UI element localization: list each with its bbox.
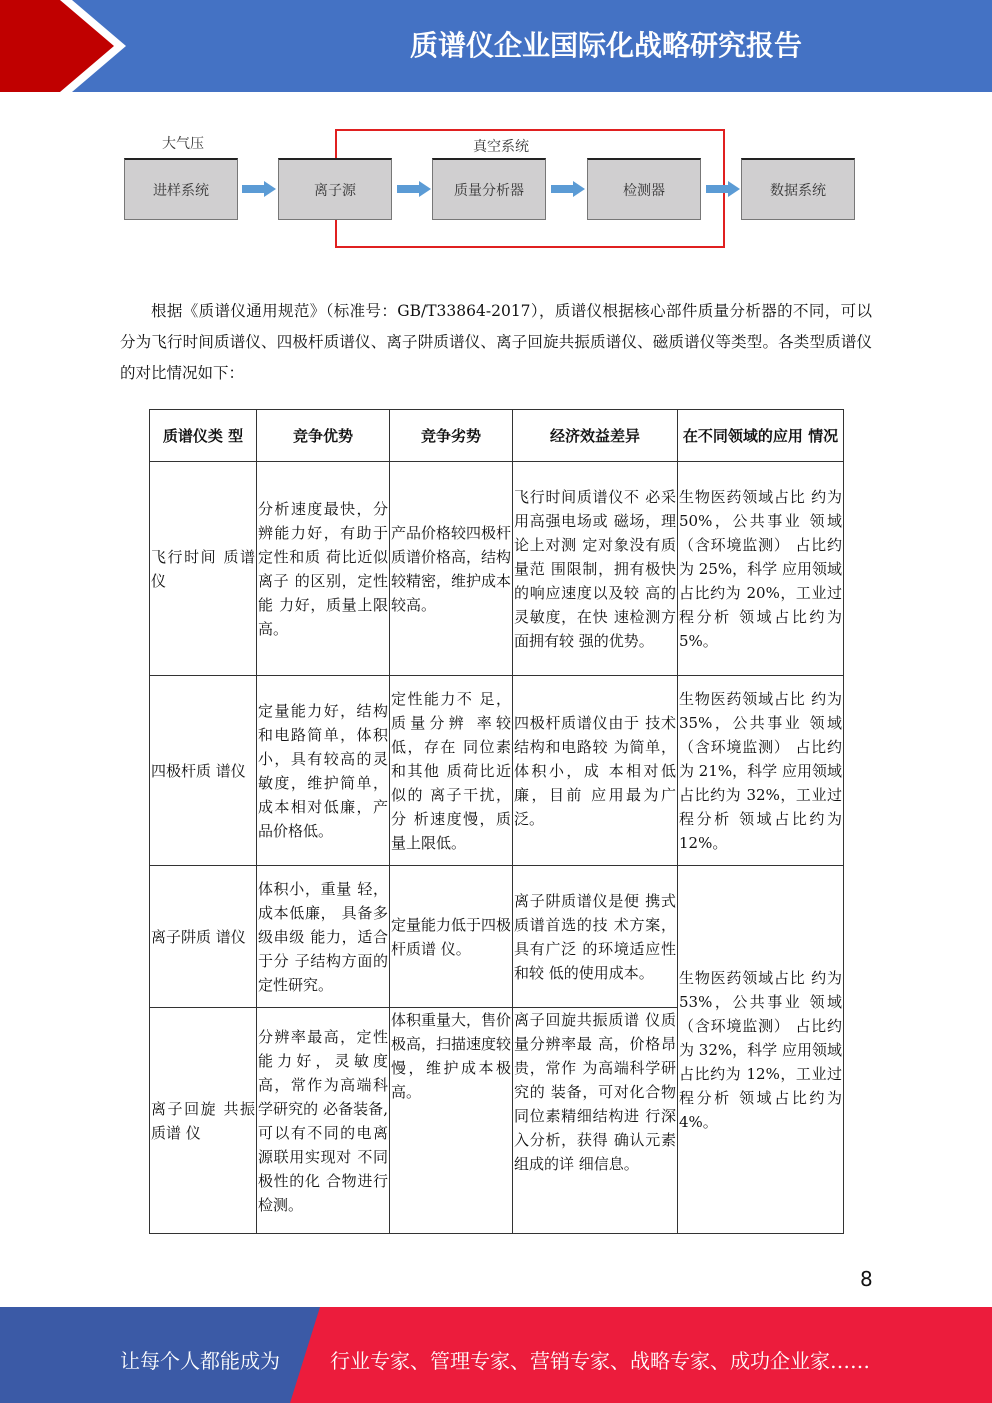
table-row	[150, 866, 844, 1008]
arrow-icon	[551, 181, 585, 197]
cell-advantage: 分辨率最高，定性能力好，灵敏度高，常作为高端科学研究的 必备装备,可以有不同的电离 源联用实现对 不同极性的化 合物进行检测。	[257, 1008, 390, 1234]
cell-advantage: 分析速度最快，分辨能力好，有助于定性和质 荷比近似离子 的区别，定性能 力好，质量上限 高。	[257, 462, 390, 676]
cell-advantage: 定量能力好，结构和电路简单，体积小，具有较高的灵敏度，维护简单，成本相对低廉，产品价格低。	[257, 676, 390, 866]
cell-disadvantage: 产品价格较四极杆质谱价格高，结构较精密，维护成本较高。	[390, 462, 513, 676]
diagram-box: 检测器	[587, 158, 701, 220]
cell-disadvantage: 定性能力不 足，质量分辨 率较低，存在 同位素和其他 质荷比近似的 离子干扰，分 析速度慢，质 量上限低。	[390, 676, 513, 866]
cell-application: 生物医药领域占比 约为 50%，公共事业 领域（含环境监测） 占比约为 25%，科学 应用领域占比约为 20%，工业过程分析 领域占比约为 5%。	[678, 462, 844, 676]
cell-application: 生物医药领域占比 约为 53%，公共事业 领域（含环境监测） 占比约为 32%，科学 应用领域占比约为 12%，工业过程分析 领域占比约为 4%。	[678, 866, 844, 1234]
cell-economic: 离子阱质谱仪是便 携式质谱首选的技 术方案，具有广泛 的环境适应性和较 低的使用成本。	[513, 866, 678, 1008]
footer-slogan-right: 行业专家、管理专家、营销专家、战略专家、成功企业家……	[330, 1349, 870, 1373]
comparison-table	[149, 409, 844, 1234]
diagram-box: 进样系统	[124, 158, 238, 220]
arrow-icon	[242, 181, 276, 197]
cell-economic: 离子回旋共振质谱 仪质量分辨率最 高，价格昂贵，常作 为高端科学研究的 装备，可对化合物同位素精细结构进 行深入分析，获得 确认元素组成的详 细信息。	[513, 1008, 678, 1234]
cell-type: 飞行时间 质谱仪	[150, 462, 257, 676]
cell-type: 四极杆质 谱仪	[150, 676, 257, 866]
cell-disadvantage: 体积重量大，售价极高，扫描速度较慢，维护成本极 高。	[390, 1008, 513, 1234]
page-number: 8	[860, 1267, 873, 1291]
chevron-decoration	[0, 0, 140, 92]
report-title: 质谱仪企业国际化战略研究报告	[409, 29, 802, 62]
cell-disadvantage: 定量能力低于四极杆质谱 仪。	[390, 866, 513, 1008]
intro-paragraph: 根据《质谱仪通用规范》（标准号：GB/T33864-2017），质谱仪根据核心部件质量分析器的不同，可以分为飞行时间质谱仪、四极杆质谱仪、离子阱质谱仪、离子回旋共振质谱仪、磁质谱仪等类型。各类型质谱仪的对比情况如下：	[120, 302, 872, 382]
diagram-box: 质量分析器	[432, 158, 546, 220]
atmosphere-label: 大气压	[162, 136, 204, 152]
table-header-row	[150, 410, 844, 462]
cell-type: 离子阱质 谱仪	[150, 866, 257, 1008]
diagram-box: 离子源	[278, 158, 392, 220]
column-header: 竞争劣势	[390, 410, 513, 462]
cell-type: 离子回旋 共振质谱 仪	[150, 1008, 257, 1234]
arrow-icon	[706, 181, 740, 197]
column-header: 经济效益差异	[513, 410, 678, 462]
cell-economic: 四极杆质谱仪由于 技术结构和电路较 为简单，体积小，成 本相对低廉，目前 应用最为广泛。	[513, 676, 678, 866]
table-row	[150, 676, 844, 866]
diagram-box: 数据系统	[741, 158, 855, 220]
column-header: 在不同领域的应用 情况	[678, 410, 844, 462]
cell-application: 生物医药领域占比 约为 35%，公共事业 领域（含环境监测） 占比约为 21%，科学 应用领域占比约为 32%，工业过程分析 领域占比约为 12%。	[678, 676, 844, 866]
page-header	[0, 0, 992, 92]
column-header: 竞争优势	[257, 410, 390, 462]
column-header: 质谱仪类 型	[150, 410, 257, 462]
footer-slogan-left: 让每个人都能成为	[120, 1349, 280, 1373]
cell-advantage: 体积小，重量 轻，成本低廉， 具备多级串级 能力，适合于分 子结构方面的 定性研究。	[257, 866, 390, 1008]
arrow-icon	[397, 181, 431, 197]
cell-economic: 飞行时间质谱仪不 必采用高强电场或 磁场，理论上对测 定对象没有质量范 围限制，拥有极快 的响应速度以及较 高的灵敏度，在快 速检测方面拥有较 强的优势。	[513, 462, 678, 676]
table-row	[150, 462, 844, 676]
vacuum-label: 真空系统	[473, 139, 529, 155]
